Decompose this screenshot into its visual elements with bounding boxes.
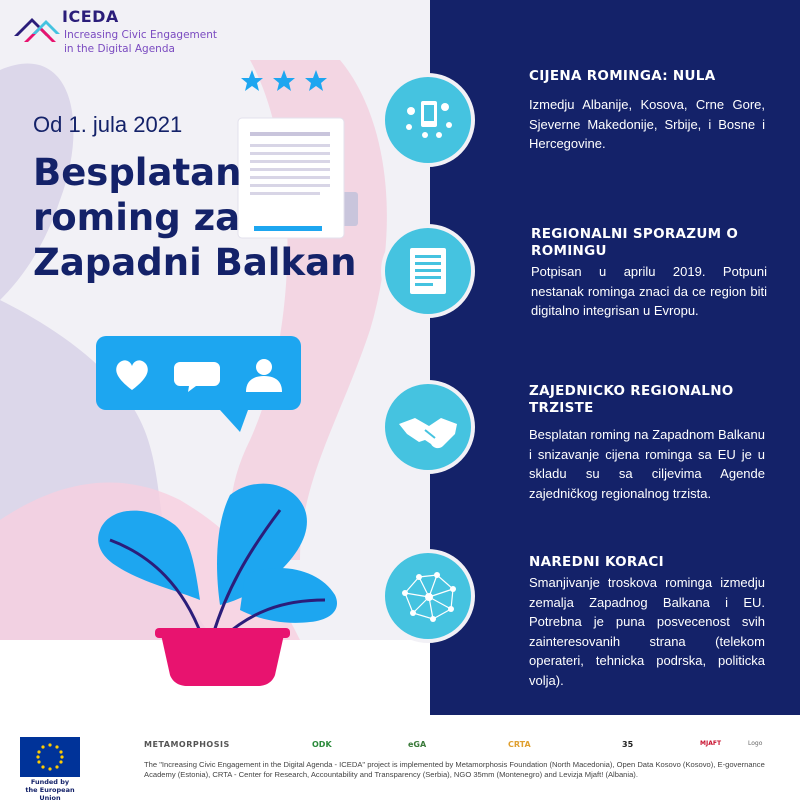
partner-logo-ega: eGA: [408, 740, 427, 749]
partner-logo-crta: CRTA: [508, 740, 531, 749]
logo-title: ICEDA: [62, 7, 119, 26]
section-3: [529, 383, 765, 503]
eu-flag-icon: [20, 737, 80, 777]
date-label: Od 1. jula 2021: [33, 112, 183, 137]
logo-subtitle-line2: in the Digital Agenda: [64, 43, 175, 55]
section-1-badge: [381, 73, 475, 167]
funded-line2: the European Union: [25, 786, 75, 800]
headline-line2: roming za: [33, 196, 241, 239]
logo-subtitle: [64, 28, 264, 56]
headline-line3: Zapadni Balkan: [33, 241, 357, 284]
section-4: [529, 554, 765, 690]
section-2-text: Potpisan u aprilu 2019. Potpuni nestanak rominga znaci da ce region biti digitalno integrisan u Evropu.: [531, 264, 767, 318]
partner-logo-35mm: 35: [622, 740, 634, 749]
partner-logo-other: Logo: [748, 740, 763, 747]
section-3-text: Besplatan roming na Zapadnom Balkanu i snizavanje cijena rominga sa EU je u skladu su sa ciljevima Agende zajedničkog regionalnog trzista.: [529, 427, 765, 501]
document-icon: [385, 228, 471, 314]
section-1-title: CIJENA ROMINGA: NULA: [529, 68, 716, 84]
logo-subtitle-line1: Increasing Civic Engagement: [64, 29, 218, 41]
rating-stars-icon: [238, 68, 338, 98]
partner-logo-mjaft: MJAFT: [700, 740, 722, 747]
headline-line1: Besplatan: [33, 151, 242, 194]
page-title: [33, 150, 393, 285]
funded-label: [20, 778, 80, 800]
section-3-title: ZAJEDNICKO REGIONALNO TRZISTE: [529, 383, 734, 416]
funded-line1: Funded by: [30, 778, 70, 786]
partner-logo-metamorphosis: METAMORPHOSIS: [144, 740, 230, 749]
plant-illustration: [80, 470, 360, 690]
section-2: [531, 226, 767, 321]
network-icon: [385, 553, 471, 639]
social-bubble: [96, 336, 306, 436]
section-4-title: NAREDNI KORACI: [529, 554, 664, 570]
section-4-badge: [381, 549, 475, 643]
section-4-text: Smanjivanje troskova rominga izmedju zemalja Zapadnog Balkana i EU. Potrebna je puna posvecenost svih zainteresovanih strana (telekom operateri, tehnicka podrska, politicka volja).: [529, 575, 765, 688]
section-1: [529, 68, 765, 154]
section-3-badge: [381, 380, 475, 474]
section-2-badge: [381, 224, 475, 318]
credits-text: The "Increasing Civic Engagement in the Digital Agenda - ICEDA" project is implemented by Metamorphosis Foundation (North Macedonia), Open Data Kosovo (Kosovo), E-governance Academy (Estonia), CRTA - Center for Research, Accountability and Transparency (Serbia), NGO 35mm (Montenegro) and Levizja Mjaft! (Albania).: [144, 760, 765, 779]
handshake-icon: [385, 384, 471, 470]
section-2-title: REGIONALNI SPORAZUM O ROMINGU: [531, 226, 739, 259]
people-network-icon: [385, 77, 471, 163]
footer: [0, 715, 800, 800]
partner-logo-odk: ODK: [312, 740, 332, 749]
left-panel: [0, 0, 430, 715]
section-1-text: Izmedju Albanije, Kosova, Crne Gore, Sjeverne Makedonije, Srbije, i Bosne i Hercegovine.: [529, 97, 765, 151]
